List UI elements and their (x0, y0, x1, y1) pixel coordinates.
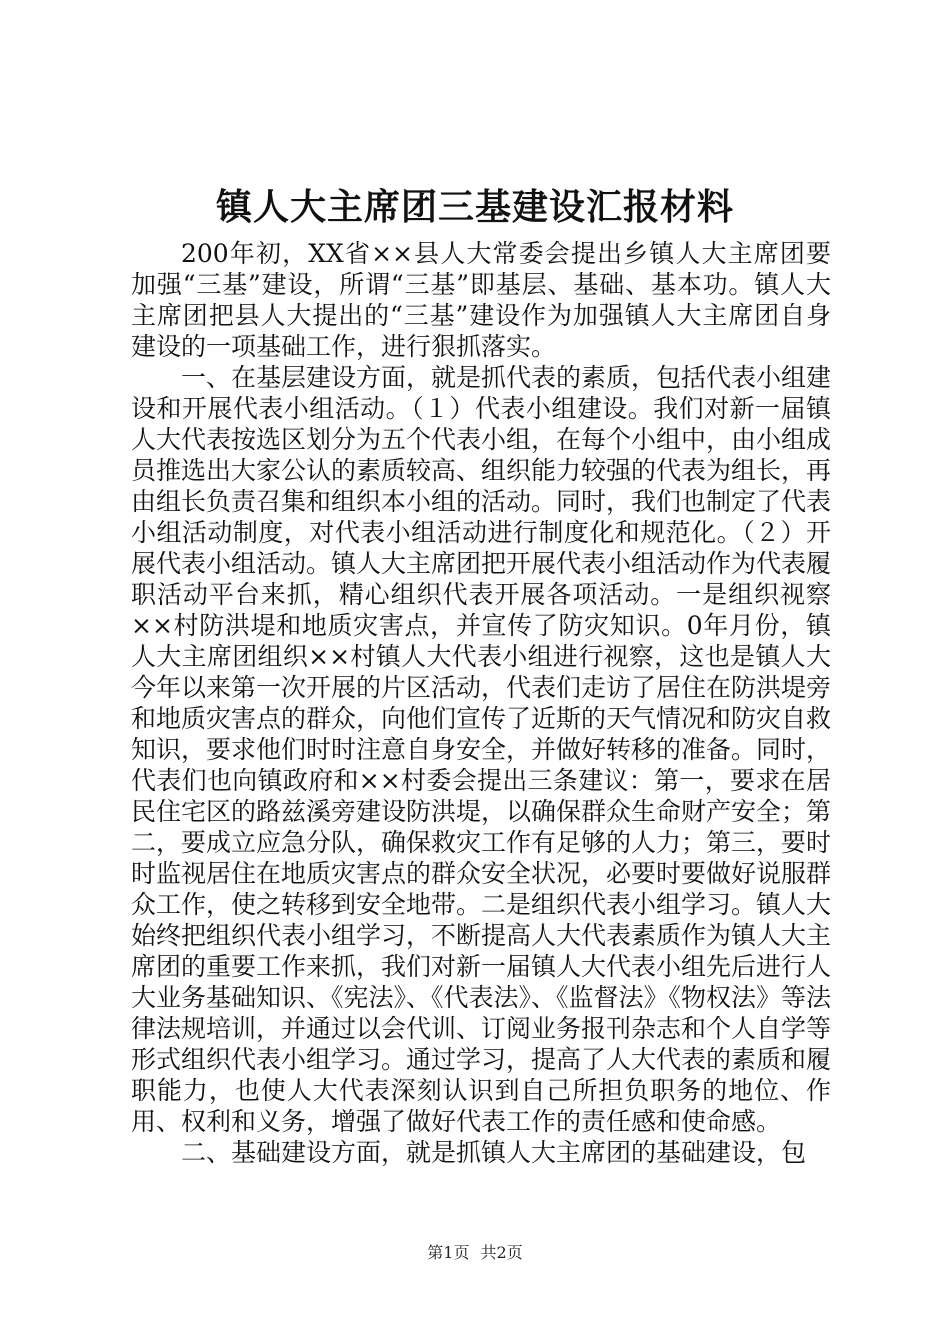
paragraph-grassroots: 一、在基层建设方面，就是抓代表的素质，包括代表小组建设和开展代表小组活动。（１）代表小组建设。我们对新一届镇人大代表按选区划分为五个代表小组，在每个小组中，由小组成员推选出大家公认的素质较高、组织能力较强的代表为组长，再由组长负责召集和组织本小组的活动。同时，我们也制定了代表小组活动制度，对代表小组活动进行制度化和规范化。（２）开展代表小组活动。镇人大主席团把开展代表小组活动作为代表履职活动平台来抓，精心组织代表开展各项活动。一是组织视察××村防洪堤和地质灾害点，并宣传了防灾知识。0年月份，镇人大主席团组织××村镇人大代表小组进行视察，这也是镇人大今年以来第一次开展的片区活动，代表们走访了居住在防洪堤旁和地质灾害点的群众，向他们宣传了近斯的天气情况和防灾自救知识，要求他们时时注意自身安全，并做好转移的准备。同时，代表们也向镇政府和××村委会提出三条建议：第一，要求在居民住宅区的路兹溪旁建设防洪堤，以确保群众生命财产安全；第二，要成立应急分队，确保救灾工作有足够的人力；第三，要时时监视居住在地质灾害点的群众安全状况，必要时要做好说服群众工作，使之转移到安全地带。二是组织代表小组学习。镇人大始终把组织代表小组学习，不断提高人大代表素质作为镇人大主席团的重要工作来抓，我们对新一届镇人大代表小组先后进行人大业务基础知识、《宪法》、《代表法》、《监督法》《物权法》等法律法规培训，并通过以会代训、订阅业务报刊杂志和个人自学等形式组织代表小组学习。通过学习，提高了人大代表的素质和履职能力，也使人大代表深刻认识到自己所担负职务的地位、作用、权利和义务，增强了做好代表工作的责任感和使命感。 (131, 363, 832, 1136)
document-title: 镇人大主席团三基建设汇报材料 (215, 186, 734, 228)
page-total: 共2页 (480, 1243, 523, 1262)
paragraph-intro: 200年初，XX省××县人大常委会提出乡镇人大主席团要加强“三基”建设，所谓“三基”即基层、基础、基本功。镇人大主席团把县人大提出的“三基”建设作为加强镇人大主席团自身建设的一项基础工作，进行狠抓落实。 (131, 239, 831, 361)
page-number: 第1页 (427, 1243, 470, 1262)
page-footer (0, 1243, 950, 1263)
document-body (131, 238, 831, 1168)
paragraph-foundation: 二、基础建设方面，就是抓镇人大主席团的基础建设，包 (181, 1138, 807, 1167)
